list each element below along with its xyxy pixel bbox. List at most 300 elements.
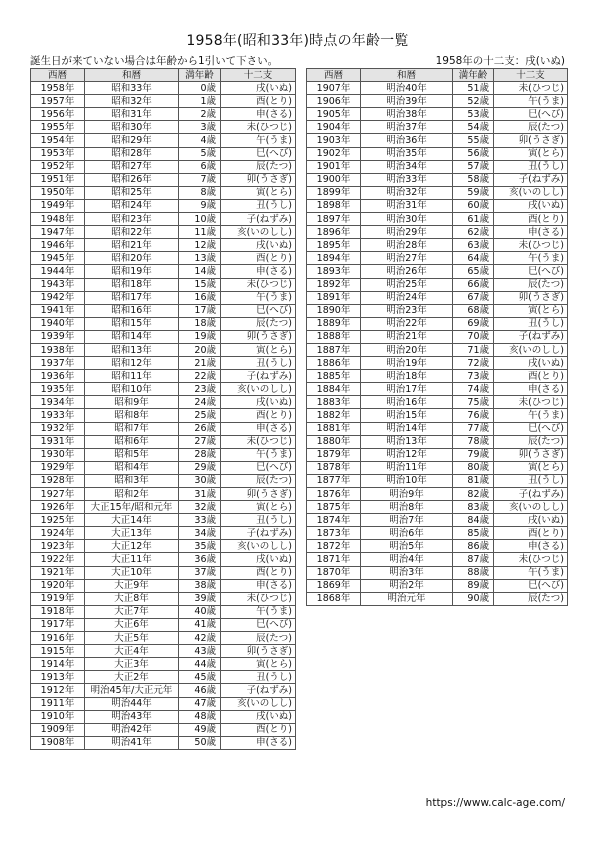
zodiac-cell: 申(さる): [221, 265, 296, 278]
zodiac-cell: 申(さる): [221, 736, 296, 749]
header-western-year: 西暦: [307, 69, 361, 82]
table-row: [307, 474, 568, 487]
table-row: [307, 514, 568, 527]
age-cell: 74歳: [453, 383, 494, 396]
western-year-cell: 1907年: [307, 82, 361, 95]
zodiac-cell: 戌(いぬ): [221, 239, 296, 252]
zodiac-cell: 午(うま): [494, 566, 568, 579]
table-row: [307, 160, 568, 173]
western-year-cell: 1924年: [31, 527, 85, 540]
western-year-cell: 1951年: [31, 173, 85, 186]
japanese-era-cell: 昭和14年: [85, 330, 179, 343]
japanese-era-cell: 大正13年: [85, 527, 179, 540]
japanese-era-cell: 大正5年: [85, 632, 179, 645]
zodiac-cell: 午(うま): [494, 409, 568, 422]
age-cell: 46歳: [179, 684, 221, 697]
zodiac-cell: 亥(いのしし): [221, 226, 296, 239]
western-year-cell: 1954年: [31, 134, 85, 147]
zodiac-cell: 戌(いぬ): [494, 199, 568, 212]
age-cell: 20歳: [179, 343, 221, 356]
japanese-era-cell: 明治32年: [361, 186, 453, 199]
western-year-cell: 1880年: [307, 435, 361, 448]
zodiac-cell: 丑(うし): [221, 199, 296, 212]
table-row: [307, 173, 568, 186]
zodiac-cell: 未(ひつじ): [221, 592, 296, 605]
age-cell: 41歳: [179, 618, 221, 631]
western-year-cell: 1887年: [307, 343, 361, 356]
age-cell: 43歳: [179, 645, 221, 658]
japanese-era-cell: 昭和25年: [85, 186, 179, 199]
western-year-cell: 1873年: [307, 527, 361, 540]
table-row: [31, 409, 296, 422]
age-cell: 33歳: [179, 514, 221, 527]
table-row: [31, 186, 296, 199]
japanese-era-cell: 昭和23年: [85, 213, 179, 226]
year-zodiac: 1958年の十二支：戌(いぬ): [435, 55, 565, 67]
age-cell: 54歳: [453, 121, 494, 134]
western-year-cell: 1926年: [31, 501, 85, 514]
table-row: [31, 134, 296, 147]
table-row: [307, 108, 568, 121]
zodiac-cell: 子(ねずみ): [494, 173, 568, 186]
japanese-era-cell: 明治34年: [361, 160, 453, 173]
western-year-cell: 1928年: [31, 474, 85, 487]
japanese-era-cell: 昭和32年: [85, 95, 179, 108]
age-cell: 56歳: [453, 147, 494, 160]
table-row: [307, 291, 568, 304]
western-year-cell: 1885年: [307, 370, 361, 383]
age-cell: 53歳: [453, 108, 494, 121]
zodiac-cell: 戌(いぬ): [221, 396, 296, 409]
table-row: [307, 409, 568, 422]
age-cell: 72歳: [453, 357, 494, 370]
western-year-cell: 1953年: [31, 147, 85, 160]
table-row: [307, 383, 568, 396]
zodiac-cell: 申(さる): [221, 422, 296, 435]
age-cell: 58歳: [453, 173, 494, 186]
western-year-cell: 1943年: [31, 278, 85, 291]
zodiac-cell: 寅(とら): [494, 304, 568, 317]
age-cell: 79歳: [453, 448, 494, 461]
header-western-year: 西暦: [31, 69, 85, 82]
japanese-era-cell: 明治12年: [361, 448, 453, 461]
table-row: [31, 213, 296, 226]
table-row: [307, 540, 568, 553]
western-year-cell: 1908年: [31, 736, 85, 749]
table-row: [307, 501, 568, 514]
zodiac-cell: 丑(うし): [221, 514, 296, 527]
age-cell: 4歳: [179, 134, 221, 147]
table-row: [31, 645, 296, 658]
zodiac-cell: 戌(いぬ): [221, 710, 296, 723]
table-row: [307, 566, 568, 579]
age-cell: 85歳: [453, 527, 494, 540]
age-cell: 38歳: [179, 579, 221, 592]
age-cell: 3歳: [179, 121, 221, 134]
japanese-era-cell: 大正11年: [85, 553, 179, 566]
western-year-cell: 1948年: [31, 213, 85, 226]
zodiac-cell: 巳(へび): [494, 265, 568, 278]
japanese-era-cell: 明治9年: [361, 488, 453, 501]
western-year-cell: 1950年: [31, 186, 85, 199]
age-cell: 13歳: [179, 252, 221, 265]
japanese-era-cell: 大正15年/昭和元年: [85, 501, 179, 514]
age-cell: 71歳: [453, 343, 494, 356]
table-row: [307, 252, 568, 265]
western-year-cell: 1894年: [307, 252, 361, 265]
age-cell: 5歳: [179, 147, 221, 160]
zodiac-cell: 亥(いのしし): [494, 343, 568, 356]
age-cell: 55歳: [453, 134, 494, 147]
age-cell: 87歳: [453, 553, 494, 566]
japanese-era-cell: 昭和21年: [85, 239, 179, 252]
age-cell: 6歳: [179, 160, 221, 173]
zodiac-cell: 卯(うさぎ): [494, 291, 568, 304]
western-year-cell: 1881年: [307, 422, 361, 435]
zodiac-cell: 午(うま): [221, 605, 296, 618]
zodiac-cell: 未(ひつじ): [221, 278, 296, 291]
zodiac-cell: 子(ねずみ): [221, 527, 296, 540]
japanese-era-cell: 明治26年: [361, 265, 453, 278]
western-year-cell: 1877年: [307, 474, 361, 487]
western-year-cell: 1900年: [307, 173, 361, 186]
zodiac-cell: 申(さる): [494, 540, 568, 553]
age-cell: 17歳: [179, 304, 221, 317]
table-row: [31, 566, 296, 579]
zodiac-cell: 亥(いのしし): [221, 383, 296, 396]
zodiac-cell: 酉(とり): [494, 527, 568, 540]
age-cell: 51歳: [453, 82, 494, 95]
western-year-cell: 1904年: [307, 121, 361, 134]
japanese-era-cell: 昭和33年: [85, 82, 179, 95]
japanese-era-cell: 昭和8年: [85, 409, 179, 422]
zodiac-cell: 戌(いぬ): [221, 82, 296, 95]
western-year-cell: 1897年: [307, 213, 361, 226]
age-cell: 61歳: [453, 213, 494, 226]
table-row: [307, 396, 568, 409]
western-year-cell: 1868年: [307, 592, 361, 605]
japanese-era-cell: 大正2年: [85, 671, 179, 684]
table-row: [31, 488, 296, 501]
table-row: [31, 710, 296, 723]
japanese-era-cell: 明治38年: [361, 108, 453, 121]
zodiac-cell: 巳(へび): [221, 304, 296, 317]
zodiac-cell: 卯(うさぎ): [221, 173, 296, 186]
zodiac-cell: 酉(とり): [221, 566, 296, 579]
japanese-era-cell: 明治7年: [361, 514, 453, 527]
western-year-cell: 1911年: [31, 697, 85, 710]
japanese-era-cell: 昭和11年: [85, 370, 179, 383]
japanese-era-cell: 昭和24年: [85, 199, 179, 212]
age-cell: 81歳: [453, 474, 494, 487]
western-year-cell: 1955年: [31, 121, 85, 134]
zodiac-cell: 辰(たつ): [494, 278, 568, 291]
table-row: [31, 632, 296, 645]
age-cell: 73歳: [453, 370, 494, 383]
age-table-right: [306, 68, 568, 606]
western-year-cell: 1893年: [307, 265, 361, 278]
table-row: [31, 278, 296, 291]
age-cell: 14歳: [179, 265, 221, 278]
table-row: [307, 343, 568, 356]
zodiac-cell: 亥(いのしし): [221, 540, 296, 553]
japanese-era-cell: 明治25年: [361, 278, 453, 291]
western-year-cell: 1870年: [307, 566, 361, 579]
japanese-era-cell: 明治16年: [361, 396, 453, 409]
japanese-era-cell: 明治15年: [361, 409, 453, 422]
zodiac-cell: 寅(とら): [494, 147, 568, 160]
zodiac-cell: 子(ねずみ): [494, 330, 568, 343]
japanese-era-cell: 明治2年: [361, 579, 453, 592]
western-year-cell: 1949年: [31, 199, 85, 212]
zodiac-cell: 辰(たつ): [494, 592, 568, 605]
japanese-era-cell: 明治19年: [361, 357, 453, 370]
western-year-cell: 1878年: [307, 461, 361, 474]
western-year-cell: 1906年: [307, 95, 361, 108]
japanese-era-cell: 昭和31年: [85, 108, 179, 121]
western-year-cell: 1921年: [31, 566, 85, 579]
age-cell: 83歳: [453, 501, 494, 514]
japanese-era-cell: 明治43年: [85, 710, 179, 723]
age-cell: 23歳: [179, 383, 221, 396]
western-year-cell: 1945年: [31, 252, 85, 265]
zodiac-cell: 未(ひつじ): [494, 396, 568, 409]
birthday-note: 誕生日が来ていない場合は年齢から1引いて下さい。: [30, 55, 279, 67]
age-cell: 2歳: [179, 108, 221, 121]
table-row: [31, 199, 296, 212]
japanese-era-cell: 大正3年: [85, 658, 179, 671]
zodiac-cell: 申(さる): [221, 108, 296, 121]
japanese-era-cell: 大正12年: [85, 540, 179, 553]
western-year-cell: 1956年: [31, 108, 85, 121]
zodiac-cell: 丑(うし): [494, 160, 568, 173]
zodiac-cell: 申(さる): [494, 226, 568, 239]
age-cell: 35歳: [179, 540, 221, 553]
table-row: [31, 422, 296, 435]
western-year-cell: 1944年: [31, 265, 85, 278]
western-year-cell: 1923年: [31, 540, 85, 553]
age-table-left: [30, 68, 296, 750]
japanese-era-cell: 昭和9年: [85, 396, 179, 409]
age-cell: 80歳: [453, 461, 494, 474]
western-year-cell: 1884年: [307, 383, 361, 396]
japanese-era-cell: 明治17年: [361, 383, 453, 396]
western-year-cell: 1903年: [307, 134, 361, 147]
age-cell: 15歳: [179, 278, 221, 291]
table-row: [307, 121, 568, 134]
table-row: [307, 147, 568, 160]
western-year-cell: 1910年: [31, 710, 85, 723]
western-year-cell: 1937年: [31, 357, 85, 370]
western-year-cell: 1941年: [31, 304, 85, 317]
age-cell: 66歳: [453, 278, 494, 291]
japanese-era-cell: 昭和17年: [85, 291, 179, 304]
zodiac-cell: 寅(とら): [221, 501, 296, 514]
site-url[interactable]: https://www.calc-age.com/: [425, 797, 565, 809]
japanese-era-cell: 大正9年: [85, 579, 179, 592]
zodiac-cell: 辰(たつ): [221, 160, 296, 173]
western-year-cell: 1895年: [307, 239, 361, 252]
western-year-cell: 1891年: [307, 291, 361, 304]
age-cell: 49歳: [179, 723, 221, 736]
zodiac-cell: 卯(うさぎ): [494, 448, 568, 461]
table-row: [31, 396, 296, 409]
table-row: [31, 239, 296, 252]
table-row: [307, 213, 568, 226]
western-year-cell: 1896年: [307, 226, 361, 239]
zodiac-cell: 子(ねずみ): [221, 213, 296, 226]
western-year-cell: 1886年: [307, 357, 361, 370]
table-row: [307, 435, 568, 448]
table-row: [31, 173, 296, 186]
western-year-cell: 1874年: [307, 514, 361, 527]
age-cell: 37歳: [179, 566, 221, 579]
table-row: [307, 278, 568, 291]
table-row: [307, 579, 568, 592]
japanese-era-cell: 明治33年: [361, 173, 453, 186]
table-row: [307, 265, 568, 278]
western-year-cell: 1927年: [31, 488, 85, 501]
japanese-era-cell: 明治24年: [361, 291, 453, 304]
japanese-era-cell: 明治14年: [361, 422, 453, 435]
western-year-cell: 1889年: [307, 317, 361, 330]
zodiac-cell: 寅(とら): [221, 343, 296, 356]
age-cell: 16歳: [179, 291, 221, 304]
japanese-era-cell: 明治27年: [361, 252, 453, 265]
age-cell: 89歳: [453, 579, 494, 592]
japanese-era-cell: 昭和30年: [85, 121, 179, 134]
zodiac-cell: 午(うま): [494, 252, 568, 265]
zodiac-cell: 巳(へび): [494, 579, 568, 592]
age-cell: 36歳: [179, 553, 221, 566]
zodiac-cell: 辰(たつ): [221, 632, 296, 645]
age-cell: 34歳: [179, 527, 221, 540]
western-year-cell: 1920年: [31, 579, 85, 592]
japanese-era-cell: 昭和27年: [85, 160, 179, 173]
table-row: [31, 160, 296, 173]
table-row: [307, 461, 568, 474]
table-row: [31, 252, 296, 265]
western-year-cell: 1936年: [31, 370, 85, 383]
japanese-era-cell: 明治21年: [361, 330, 453, 343]
table-row: [31, 514, 296, 527]
japanese-era-cell: 大正4年: [85, 645, 179, 658]
western-year-cell: 1917年: [31, 618, 85, 631]
table-row: [31, 527, 296, 540]
table-row: [31, 461, 296, 474]
age-cell: 28歳: [179, 448, 221, 461]
table-row: [307, 186, 568, 199]
zodiac-cell: 午(うま): [221, 448, 296, 461]
age-cell: 9歳: [179, 199, 221, 212]
western-year-cell: 1916年: [31, 632, 85, 645]
japanese-era-cell: 明治39年: [361, 95, 453, 108]
japanese-era-cell: 明治22年: [361, 317, 453, 330]
right-rows: [307, 82, 568, 606]
western-year-cell: 1940年: [31, 317, 85, 330]
zodiac-cell: 卯(うさぎ): [221, 645, 296, 658]
western-year-cell: 1869年: [307, 579, 361, 592]
age-cell: 75歳: [453, 396, 494, 409]
zodiac-cell: 酉(とり): [221, 95, 296, 108]
age-cell: 7歳: [179, 173, 221, 186]
zodiac-cell: 卯(うさぎ): [221, 488, 296, 501]
zodiac-cell: 巳(へび): [494, 422, 568, 435]
zodiac-cell: 亥(いのしし): [221, 697, 296, 710]
age-cell: 0歳: [179, 82, 221, 95]
zodiac-cell: 子(ねずみ): [221, 370, 296, 383]
table-row: [31, 658, 296, 671]
zodiac-cell: 酉(とり): [494, 370, 568, 383]
age-cell: 68歳: [453, 304, 494, 317]
age-cell: 29歳: [179, 461, 221, 474]
japanese-era-cell: 昭和7年: [85, 422, 179, 435]
japanese-era-cell: 昭和15年: [85, 317, 179, 330]
japanese-era-cell: 昭和6年: [85, 435, 179, 448]
zodiac-cell: 午(うま): [494, 95, 568, 108]
zodiac-cell: 申(さる): [494, 383, 568, 396]
zodiac-cell: 寅(とら): [221, 186, 296, 199]
western-year-cell: 1882年: [307, 409, 361, 422]
japanese-era-cell: 昭和22年: [85, 226, 179, 239]
zodiac-cell: 辰(たつ): [494, 435, 568, 448]
japanese-era-cell: 明治31年: [361, 199, 453, 212]
western-year-cell: 1942年: [31, 291, 85, 304]
table-row: [31, 553, 296, 566]
western-year-cell: 1909年: [31, 723, 85, 736]
table-row: [31, 370, 296, 383]
japanese-era-cell: 明治8年: [361, 501, 453, 514]
western-year-cell: 1871年: [307, 553, 361, 566]
page-title: 1958年(昭和33年)時点の年齢一覧: [186, 33, 409, 49]
zodiac-cell: 巳(へび): [221, 461, 296, 474]
age-cell: 65歳: [453, 265, 494, 278]
table-row: [307, 226, 568, 239]
zodiac-cell: 午(うま): [221, 291, 296, 304]
table-row: [31, 265, 296, 278]
age-cell: 18歳: [179, 317, 221, 330]
table-row: [307, 199, 568, 212]
japanese-era-cell: 大正14年: [85, 514, 179, 527]
zodiac-cell: 午(うま): [221, 134, 296, 147]
table-row: [31, 474, 296, 487]
age-cell: 31歳: [179, 488, 221, 501]
age-cell: 60歳: [453, 199, 494, 212]
age-cell: 84歳: [453, 514, 494, 527]
left-rows: [31, 82, 296, 750]
age-cell: 77歳: [453, 422, 494, 435]
japanese-era-cell: 明治37年: [361, 121, 453, 134]
western-year-cell: 1914年: [31, 658, 85, 671]
age-cell: 69歳: [453, 317, 494, 330]
age-cell: 10歳: [179, 213, 221, 226]
japanese-era-cell: 明治35年: [361, 147, 453, 160]
western-year-cell: 1930年: [31, 448, 85, 461]
japanese-era-cell: 昭和13年: [85, 343, 179, 356]
age-cell: 70歳: [453, 330, 494, 343]
age-cell: 25歳: [179, 409, 221, 422]
japanese-era-cell: 大正7年: [85, 605, 179, 618]
japanese-era-cell: 明治28年: [361, 239, 453, 252]
japanese-era-cell: 昭和4年: [85, 461, 179, 474]
zodiac-cell: 亥(いのしし): [494, 186, 568, 199]
japanese-era-cell: 昭和2年: [85, 488, 179, 501]
age-cell: 78歳: [453, 435, 494, 448]
western-year-cell: 1919年: [31, 592, 85, 605]
western-year-cell: 1912年: [31, 684, 85, 697]
western-year-cell: 1875年: [307, 501, 361, 514]
western-year-cell: 1932年: [31, 422, 85, 435]
